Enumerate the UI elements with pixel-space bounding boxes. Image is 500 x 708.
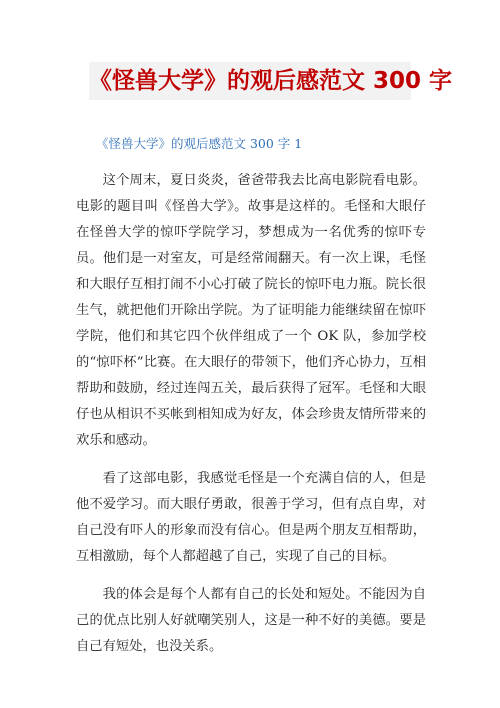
paragraph-2: 看了这部电影，我感觉毛怪是一个充满自信的人，但是他不爱学习。而大眼仔勇敢，很善于学习，但有点自卑，对自己没有吓人的形象而没有信心。但是两个朋友互相帮助，互相激励，每个人都超越了自己，实现了自己的目标。: [76, 471, 426, 564]
document-title: 《怪兽大学》的观后感范文 300 字: [89, 68, 453, 94]
paragraph-1: 这个周末，夏日炎炎，爸爸带我去比高电影院看电影。电影的题目叫《怪兽大学》。故事是这样的。毛怪和大眼仔在怪兽大学的惊吓学院学习，梦想成为一名优秀的惊吓专员。他们是一对室友，可是经常闹翻天。有一次上课，毛怪和大眼仔互相打闹不小心打破了院长的惊吓电力瓶。院长很生气，就把他们开除出学院。为了证明能力能继续留在惊吓学院，他们和其它四个伙伴组成了一个 OK 队，参加学校的“惊吓杯”比赛。在大眼仔的带领下，他们齐心协力，互相帮助和鼓励，经过连闯五关，最后获得了冠军。毛怪和大眼仔也从相识不买帐到相知成为好友，体会珍贵友情所带来的欢乐和感动。: [76, 173, 426, 448]
document-body: [76, 168, 426, 672]
paragraph-3: 我的体会是每个人都有自己的长处和短处。不能因为自己的优点比别人好就嘲笑别人，这是一种不好的美德。要是自己有短处，也没关系。: [76, 587, 426, 654]
section-title: 《怪兽大学》的观后感范文 300 字 1: [96, 136, 303, 151]
